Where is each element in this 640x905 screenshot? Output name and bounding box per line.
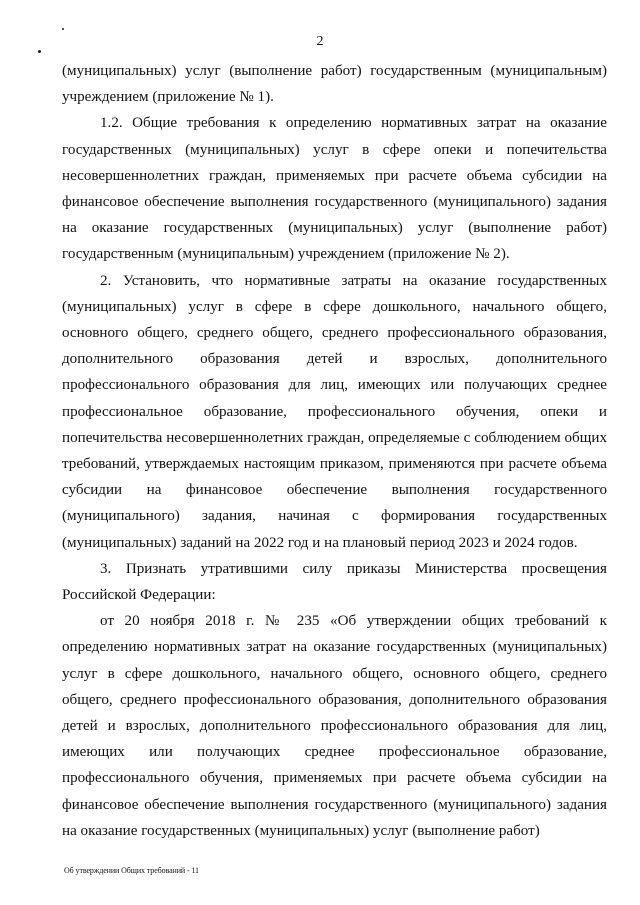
paragraph-3: 3. Признать утратившими силу приказы Министерства просвещения Российской Федерации: [62,560,607,604]
paragraph-2: 2. Установить, что нормативные затраты на оказание государственных (муниципальных) услуг в сфере в сфере дошкольного, начального общего, основного общего, среднего общего, среднего профессионального образования, дополнительного образования детей и взрослых, дополнительного профессионального образования для лиц, имеющих или получающих среднее профессиональное образование, профессионального обучения, опеки и попечительства несовершеннолетних граждан, определяемые с соблюдением общих требований, утверждаемых настоящим приказом, применяются при расчете объема субсидии на финансовое обеспечение выполнения государственного (муниципального) задания, начиная с формирования государственных (муниципальных) заданий на 2022 год и на плановый период 2023 и 2024 годов. [62,272,607,551]
paragraph-3-item: от 20 ноября 2018 г. № 235 «Об утверждении общих требований к определению нормативных затрат на оказание государственных (муниципальных) услуг в сфере дошкольного, начального общего, основного общего, среднего общего, среднего профессионального образования, дополнительного образования детей и взрослых, дополнительного профессионального образования для лиц, имеющих или получающих среднее профессиональное образование, профессионального обучения, применяемых при расчете объема субсидии на финансовое обеспечение выполнения государственного (муниципального) задания на оказание государственных (муниципальных) услуг (выполнение работ) [62,613,607,839]
page-number: 2 [316,34,324,49]
scan-speck [38,50,41,53]
document-footer: Об утверждении Общих требований - 11 [64,866,199,875]
scan-speck [62,28,64,30]
paragraph-continuation: (муниципальных) услуг (выполнение работ) государственным (муниципальным) учреждением (приложение № 1). [62,63,607,106]
paragraph-1-2: 1.2. Общие требования к определению нормативных затрат на оказание государственных (муниципальных) услуг в сфере опеки и попечительства несовершеннолетних граждан, применяемых при расчете объема субсидии на финансовое обеспечение выполнения государственного (муниципального) задания на оказание государственных (муниципальных) услуг (выполнение работ) государственным (муниципальным) учреждением (приложение № 2). [62,115,607,263]
document-body [62,58,607,844]
